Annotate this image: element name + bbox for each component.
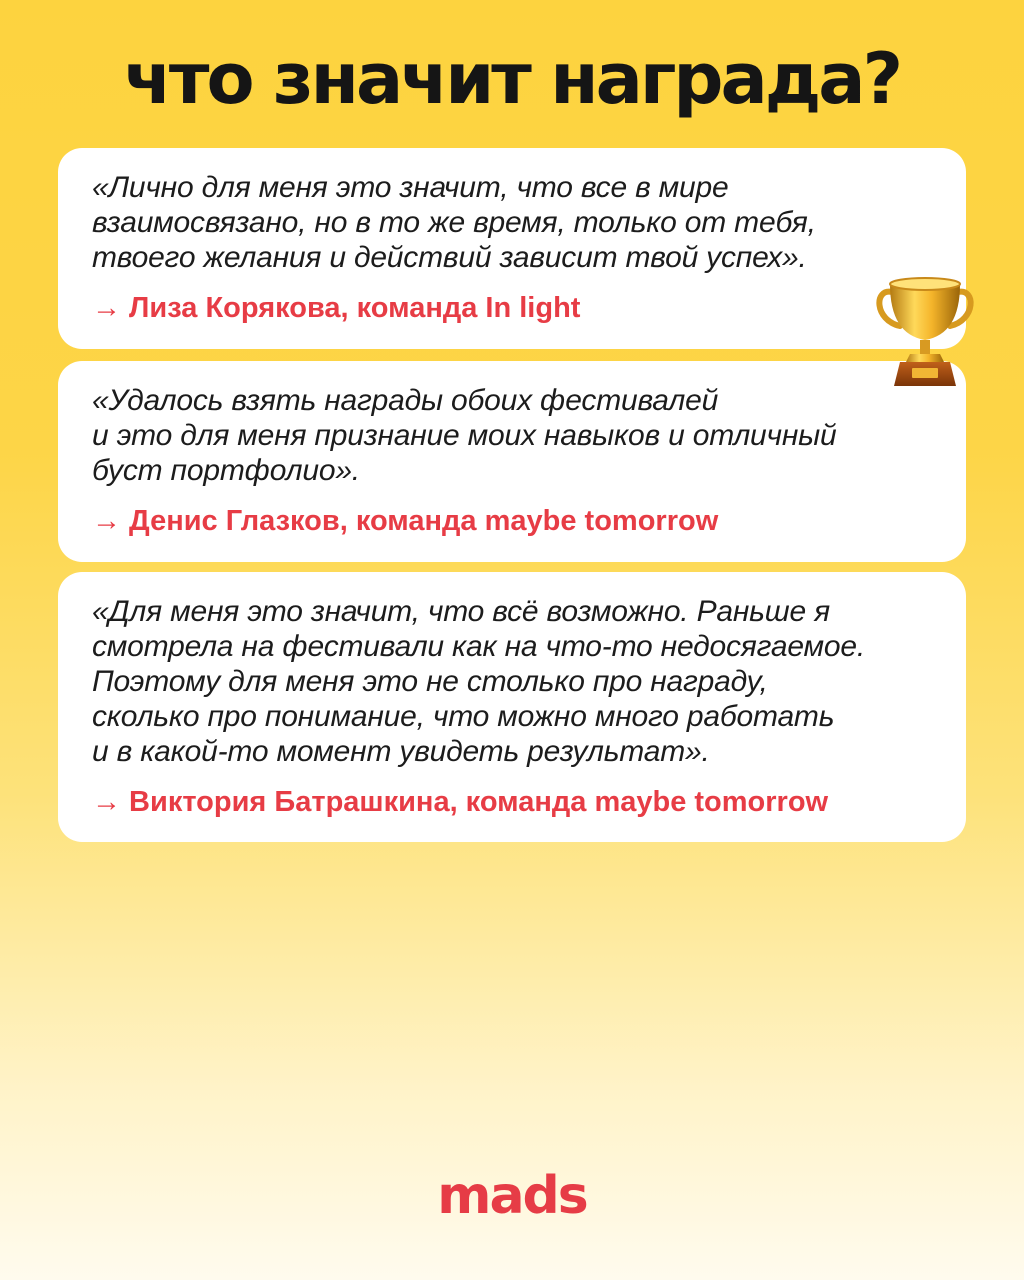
quote-line: сколько про понимание, что можно много работать [92,700,835,733]
quote-author: → Денис Глазков, команда maybe tomorrow [92,505,719,537]
quote-line: «Лично для меня это значит, что все в мире [92,171,729,204]
quote-text [92,594,932,769]
quote-line: и это для меня признание моих навыков и отличный [92,419,837,452]
quote-line: твоего желания и действий зависит твой успех». [92,241,807,274]
trophy-icon [870,270,980,390]
quote-card [58,572,966,842]
brand-logo: mads [437,1166,587,1226]
quote-card [58,361,966,562]
quote-author: → Лиза Корякова, команда In light [92,292,581,324]
quote-line: взаимосвязано, но в то же время, только от тебя, [92,206,816,239]
quote-text [92,170,932,275]
quote-text [92,383,932,488]
quote-line: смотрела на фестивали как на что-то недосягаемое. [92,630,865,663]
quote-line: «Для меня это значит, что всё возможно. Раньше я [92,595,830,628]
quote-line: «Удалось взять награды обоих фестивалей [92,384,719,417]
quote-line: буст портфолио». [92,454,360,487]
quote-line: и в какой-то момент увидеть результат». [92,735,710,768]
quote-line: Поэтому для меня это не столько про награду, [92,665,768,698]
page-title: что значит награда? [123,38,901,120]
quote-author: → Виктория Батрашкина, команда maybe tomorrow [92,786,829,818]
quote-card [58,148,966,349]
